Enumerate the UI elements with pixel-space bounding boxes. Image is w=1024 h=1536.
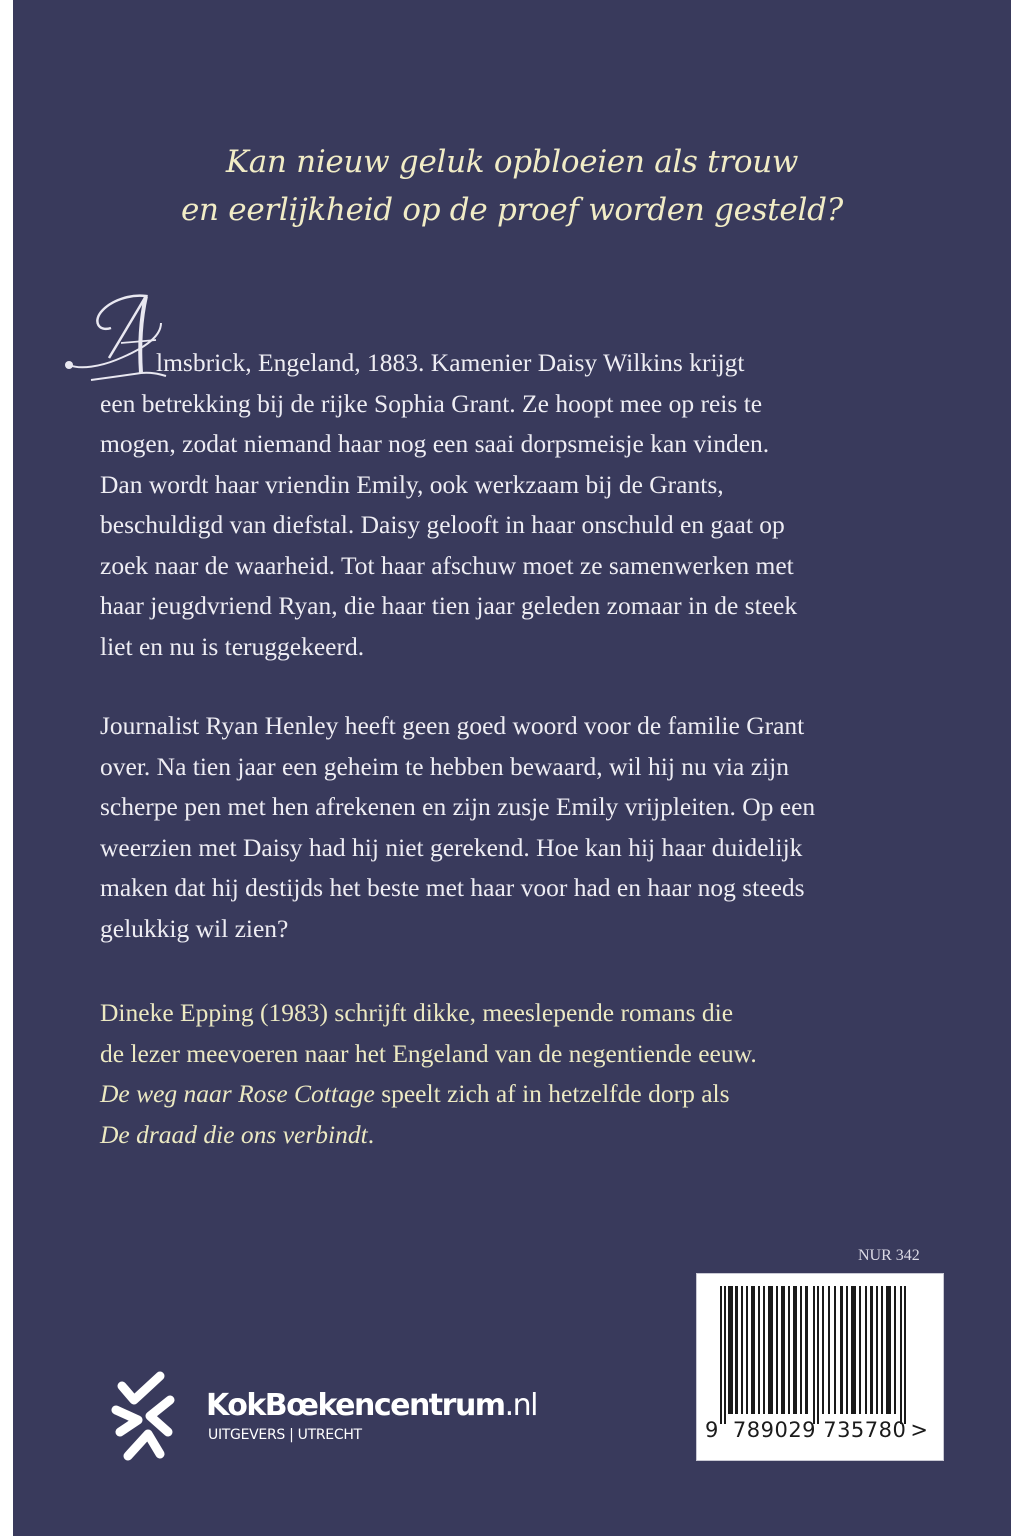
- tagline: [13, 138, 1011, 234]
- blurb-line: liet en nu is teruggekeerd.: [100, 631, 365, 661]
- blurb-line: Dan wordt haar vriendin Emily, ook werkzaam bij de Grants,: [100, 469, 724, 499]
- author-line: de lezer meevoeren naar het Engeland van de negentiende eeuw.: [100, 1038, 757, 1068]
- kok-boekencentrum-logo-icon: [108, 1370, 178, 1462]
- book-title-rose-cottage: De weg naar Rose Cottage: [100, 1079, 375, 1108]
- publisher-name: [206, 1388, 537, 1423]
- barcode-lead-digit: 9: [705, 1418, 719, 1442]
- publisher-logo: [108, 1370, 558, 1470]
- author-line: [100, 1115, 940, 1156]
- publisher-subtitle: UITGEVERS | UTRECHT: [208, 1427, 362, 1443]
- blurb-paragraph-2: [100, 706, 940, 949]
- barcode-quiet-zone-marker: >: [910, 1418, 929, 1442]
- blurb-line: beschuldigd van diefstal. Daisy gelooft in haar onschuld en gaat op: [100, 510, 785, 539]
- author-line-text: speelt zich af in hetzelfde dorp als: [374, 1079, 730, 1108]
- author-paragraph: [100, 993, 940, 1155]
- author-line: Dineke Epping (1983) schrijft dikke, meeslepende romans die: [100, 998, 734, 1027]
- blurb-line: weerzien met Daisy had hij niet gerekend. Hoe kan hij haar duidelijk: [100, 832, 803, 862]
- blurb-line: Journalist Ryan Henley heeft geen goed woord voor de familie Grant: [100, 711, 805, 740]
- blurb-line: gelukkig wil zien?: [100, 913, 289, 943]
- isbn-barcode: [696, 1273, 944, 1461]
- blurb-line: lmsbrick, Engeland, 1883. Kamenier Daisy Wilkins krijgt: [156, 348, 745, 377]
- tagline-line-2: en eerlijkheid op de proef worden gesteld?: [181, 192, 843, 228]
- blurb-line: over. Na tien jaar een geheim te hebben bewaard, wil hij nu via zijn: [100, 751, 789, 781]
- author-line: [100, 1074, 940, 1115]
- blurb-line: haar jeugdvriend Ryan, die haar tien jaar geleden zomaar in de steek: [100, 591, 798, 620]
- barcode-digits: 789029 735780: [732, 1418, 907, 1442]
- tagline-line-1: Kan nieuw geluk opbloeien als trouw: [225, 144, 799, 180]
- blurb-line: een betrekking bij de rijke Sophia Grant. Ze hoopt mee op reis te: [100, 388, 763, 418]
- barcode-number: [705, 1418, 929, 1442]
- blurb-paragraph-1: [100, 343, 940, 667]
- barcode-bars-icon: [720, 1286, 920, 1424]
- publisher-name-main: KokBœkencentrum: [206, 1388, 505, 1423]
- book-back-cover: [13, 0, 1011, 1536]
- book-title-de-draad: De draad die ons verbindt: [100, 1119, 368, 1149]
- publisher-name-tld: .nl: [504, 1388, 537, 1423]
- blurb-line: maken dat hij destijds het beste met haar voor had en haar nog steeds: [100, 873, 805, 902]
- nur-code: NUR 342: [858, 1247, 920, 1264]
- author-line-text: .: [367, 1119, 375, 1149]
- blurb-line: zoek naar de waarheid. Tot haar afschuw moet ze samenwerken met: [100, 550, 794, 580]
- blurb-line: mogen, zodat niemand haar nog een saai dorpsmeisje kan vinden.: [100, 429, 770, 458]
- blurb-line: scherpe pen met hen afrekenen en zijn zusje Emily vrijpleiten. Op een: [100, 792, 816, 821]
